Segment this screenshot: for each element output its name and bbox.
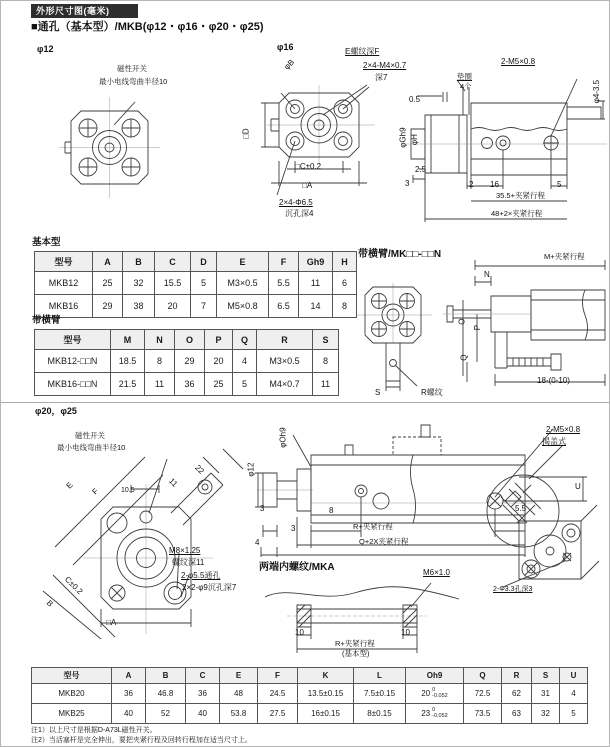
mka-basic-label: (基本型) xyxy=(342,649,370,658)
col-header: 型号 xyxy=(32,668,112,684)
mka-title: 两端内螺纹/MKA xyxy=(259,562,335,573)
cell: 32 xyxy=(532,704,560,724)
cell: 8±0.15 xyxy=(354,704,406,724)
table-row xyxy=(35,295,357,318)
cell: 29 xyxy=(175,350,205,373)
col-header: S xyxy=(532,668,560,684)
cell: 14 xyxy=(299,295,333,318)
counterbore-label: 2×4-Φ6.5 xyxy=(279,198,313,207)
arm-table xyxy=(34,329,339,396)
col-header: U xyxy=(560,668,588,684)
dim-3-label: 3 xyxy=(405,179,410,188)
col-header: H xyxy=(333,252,357,272)
cell-model: MKB12-□□N xyxy=(35,350,111,373)
col-header: N xyxy=(145,330,175,350)
tol-top: 0 xyxy=(432,706,436,713)
cell: 46.8 xyxy=(146,684,186,704)
dim-18-label: 18-(0-10) xyxy=(537,376,570,385)
basic-table xyxy=(34,251,357,318)
col-header: F xyxy=(269,252,299,272)
cell: 5 xyxy=(233,373,257,396)
cell: 18.5 xyxy=(111,350,145,373)
col-header: 型号 xyxy=(35,252,93,272)
m8-tap-label: M8×1.25 xyxy=(169,546,201,555)
cell: 52 xyxy=(146,704,186,724)
col-header: Q xyxy=(233,330,257,350)
col-header: R xyxy=(257,330,313,350)
cell: 20 xyxy=(155,295,191,318)
cell: 4 xyxy=(560,684,588,704)
page-header-bar: 外形尺寸图(毫米) xyxy=(31,4,138,18)
phi12-label: φ12 xyxy=(37,44,54,54)
dim-22-label: 22 xyxy=(193,463,206,476)
col-header: A xyxy=(93,252,123,272)
washer-qty-label: 4个 xyxy=(460,82,472,91)
dim-4-label: 4 xyxy=(255,538,260,547)
mka-stroke-label: R+夹紧行程 xyxy=(335,639,375,648)
magnetic-switch-label: 磁性开关 xyxy=(117,64,147,73)
phi-b-label: φB xyxy=(282,57,297,72)
dim-u-label: U xyxy=(575,482,581,491)
phi-12-rod-label: φ12 xyxy=(246,462,256,477)
cell: 38 xyxy=(123,295,155,318)
col-header: D xyxy=(191,252,217,272)
cell: 31 xyxy=(532,684,560,704)
dim-2-label: 2 xyxy=(469,180,474,189)
dim-11-label: 11 xyxy=(167,476,180,489)
cell-model: MKB20 xyxy=(32,684,112,704)
cell: 21.5 xyxy=(111,373,145,396)
phi-h-label: φH xyxy=(409,134,419,146)
tol-bot: -0.052 xyxy=(432,692,448,699)
cell-tolerance xyxy=(406,684,464,704)
bottom-table xyxy=(31,667,588,724)
dim-b-label: B xyxy=(44,598,55,609)
square-d-label: □D xyxy=(241,128,251,139)
col-header: B xyxy=(123,252,155,272)
col-header: S xyxy=(313,330,339,350)
phi16-front-drawing xyxy=(257,85,382,220)
cell: 40 xyxy=(112,704,146,724)
cell: 48 xyxy=(220,684,258,704)
arm-side-drawing xyxy=(433,256,610,396)
phi2025-front-drawing xyxy=(43,429,268,639)
cell: 40 xyxy=(186,704,220,724)
cell: M4×0.7 xyxy=(257,373,313,396)
dim-f-label: F xyxy=(90,486,101,497)
cell: 13.5±0.15 xyxy=(298,684,354,704)
dim-10-label: 10.5 xyxy=(121,487,135,494)
dim-2p5-label: 2.5 xyxy=(415,165,427,174)
magnetic-switch-label-2: 磁性开关 xyxy=(75,431,105,440)
table-row xyxy=(35,350,339,373)
col-header: O xyxy=(175,330,205,350)
tol-bot: -0.052 xyxy=(432,712,448,719)
cell: 62 xyxy=(502,684,532,704)
stroke-355-label: 35.5+夹紧行程 xyxy=(496,191,545,200)
table-row xyxy=(32,684,588,704)
dim-p-label: P xyxy=(473,324,483,331)
dim-n-label: N xyxy=(484,270,490,279)
dim-10a-label: 10 xyxy=(295,628,304,637)
dim-o-label: O xyxy=(457,318,467,325)
table-row xyxy=(35,272,357,295)
dim-e-label: E xyxy=(64,480,75,491)
dim-c-label: C±0.2 xyxy=(63,574,85,597)
col-header: P xyxy=(205,330,233,350)
dim-5-label: 5 xyxy=(557,180,562,189)
col-header: E xyxy=(220,668,258,684)
square-a-label-2: □A xyxy=(106,618,117,627)
cell: 5.5 xyxy=(269,272,299,295)
washer-label: 垫圈 xyxy=(457,72,472,81)
col-header: F xyxy=(258,668,298,684)
arm-table-title: 带横臂 xyxy=(32,315,61,326)
cover-detail-drawing xyxy=(471,437,610,622)
col-header: C xyxy=(155,252,191,272)
dim-55-label: 5.5 xyxy=(515,504,527,513)
col-header: E xyxy=(217,252,269,272)
m8-tap-depth-label: 螺纹深11 xyxy=(172,558,205,567)
cell: 53.8 xyxy=(220,704,258,724)
tol-stack xyxy=(432,708,448,720)
cell: 11 xyxy=(299,272,333,295)
screw-2m5-label-2: 2-M5×0.8 xyxy=(546,425,581,434)
stroke-q-label: Q+2X夹紧行程 xyxy=(359,537,409,546)
phi2025-label: φ20，φ25 xyxy=(35,406,77,416)
table-row xyxy=(32,704,588,724)
col-header: Q xyxy=(464,668,502,684)
col-header: R xyxy=(502,668,532,684)
min-wire-bend-label-2: 最小电线弯曲半径10 xyxy=(57,443,126,452)
tol-value: 23 xyxy=(421,708,431,718)
square-a-label: □A xyxy=(302,181,313,190)
tol-value: 20 xyxy=(421,688,431,698)
cell: 8 xyxy=(333,295,357,318)
cell: 11 xyxy=(145,373,175,396)
col-header: K xyxy=(298,668,354,684)
dim-8-label: 8 xyxy=(329,506,334,515)
cell: 4 xyxy=(233,350,257,373)
phi-gh9-label: φGh9 xyxy=(398,127,408,148)
cell: 36 xyxy=(186,684,220,704)
dim-q-label: Q xyxy=(459,354,469,361)
tap-depth-label: 深7 xyxy=(375,73,388,82)
phi16-side-drawing xyxy=(399,79,609,229)
cell: 16±0.15 xyxy=(298,704,354,724)
cell: 25 xyxy=(205,373,233,396)
stroke-r-label: R+夹紧行程 xyxy=(353,522,393,531)
cbore-label-2: 2×2-φ9沉孔深7 xyxy=(182,583,237,592)
cell: 20 xyxy=(205,350,233,373)
basic-table-title: 基本型 xyxy=(32,237,61,248)
col-header: Oh9 xyxy=(406,668,464,684)
cell: 63 xyxy=(502,704,532,724)
tol-stack xyxy=(432,688,448,700)
col-header: C xyxy=(186,668,220,684)
cell-model: MKB16-□□N xyxy=(35,373,111,396)
cell-model: MKB25 xyxy=(32,704,112,724)
col-header: B xyxy=(146,668,186,684)
phi12-front-drawing xyxy=(57,95,162,200)
section-title: ■通孔（基本型）/MKB(φ12・φ16・φ20・φ25) xyxy=(31,21,264,33)
dim-10b-label: 10 xyxy=(401,628,410,637)
footnote-1: 注1）以上尺寸是根据D-A73L磁性开关。 xyxy=(31,727,157,734)
cell: 36 xyxy=(112,684,146,704)
cell-tolerance xyxy=(406,704,464,724)
cell: 7 xyxy=(191,295,217,318)
cell: 15.5 xyxy=(155,272,191,295)
min-wire-bend-label: 最小电线弯曲半径10 xyxy=(99,77,168,86)
dim-0p5-label: 0.5 xyxy=(409,95,421,104)
cell: 11 xyxy=(313,373,339,396)
cell: 27.5 xyxy=(258,704,298,724)
table-row xyxy=(35,373,339,396)
section-divider xyxy=(1,402,610,403)
footnote-2: 注2）当活塞杆是完全伸出，要把夹紧行程及回转行程加在适当尺寸上。 xyxy=(31,737,252,744)
dim-s-label: S xyxy=(375,388,381,397)
tol-top: 0 xyxy=(432,686,436,693)
col-header: Gh9 xyxy=(299,252,333,272)
cell: 5 xyxy=(560,704,588,724)
r-thread-label: R螺纹 xyxy=(421,388,443,397)
cell: 73.5 xyxy=(464,704,502,724)
cell: 8 xyxy=(313,350,339,373)
phi-oh9-label: φOh9 xyxy=(278,427,288,448)
cell: 5 xyxy=(191,272,217,295)
phi-rod-label: φ4-3.5 xyxy=(592,79,602,104)
cover-hole-label: 2-Φ3.3孔深3 xyxy=(493,586,533,593)
square-c-label: □C±0.2 xyxy=(295,162,322,171)
cover-type-label: 揭盖式 xyxy=(542,437,566,446)
cell: 29 xyxy=(93,295,123,318)
cell: M5×0.8 xyxy=(217,295,269,318)
cell: M3×0.5 xyxy=(257,350,313,373)
screw-2m5-label: 2-M5×0.8 xyxy=(501,57,536,66)
cell: 72.5 xyxy=(464,684,502,704)
phi16-label: φ16 xyxy=(277,42,294,52)
arm-diagram-title: 带横臂/MK□□-□□N xyxy=(358,249,442,260)
col-header: A xyxy=(112,668,146,684)
cell-model: MKB12 xyxy=(35,272,93,295)
cell: 7.5±0.15 xyxy=(354,684,406,704)
cell: 8 xyxy=(145,350,175,373)
cell: 32 xyxy=(123,272,155,295)
tap-spec-label: 2×4-M4×0.7 xyxy=(363,61,407,70)
cell: 24.5 xyxy=(258,684,298,704)
cell: 36 xyxy=(175,373,205,396)
counterbore-depth-label: 沉孔深4 xyxy=(285,209,314,218)
col-header: M xyxy=(111,330,145,350)
cell: 25 xyxy=(93,272,123,295)
cell: 6 xyxy=(333,272,357,295)
cell: M3×0.5 xyxy=(217,272,269,295)
e-thread-depth-label: E螺纹深F xyxy=(345,47,380,56)
arm-front-drawing xyxy=(357,283,432,395)
stroke-48-label: 48+2×夹紧行程 xyxy=(491,209,543,218)
cell-model: MKB16 xyxy=(35,295,93,318)
col-header: 型号 xyxy=(35,330,111,350)
m-stroke-label: M+夹紧行程 xyxy=(544,252,585,261)
dim-3a-label: 3 xyxy=(260,504,265,513)
cell: 6.5 xyxy=(269,295,299,318)
dim-16-label: 16 xyxy=(490,180,499,189)
dim-3b-label: 3 xyxy=(291,524,296,533)
col-header: L xyxy=(354,668,406,684)
mka-thread-label: M6×1.0 xyxy=(423,568,450,577)
through-hole-label: 2-φ5.5通孔 xyxy=(181,571,221,580)
